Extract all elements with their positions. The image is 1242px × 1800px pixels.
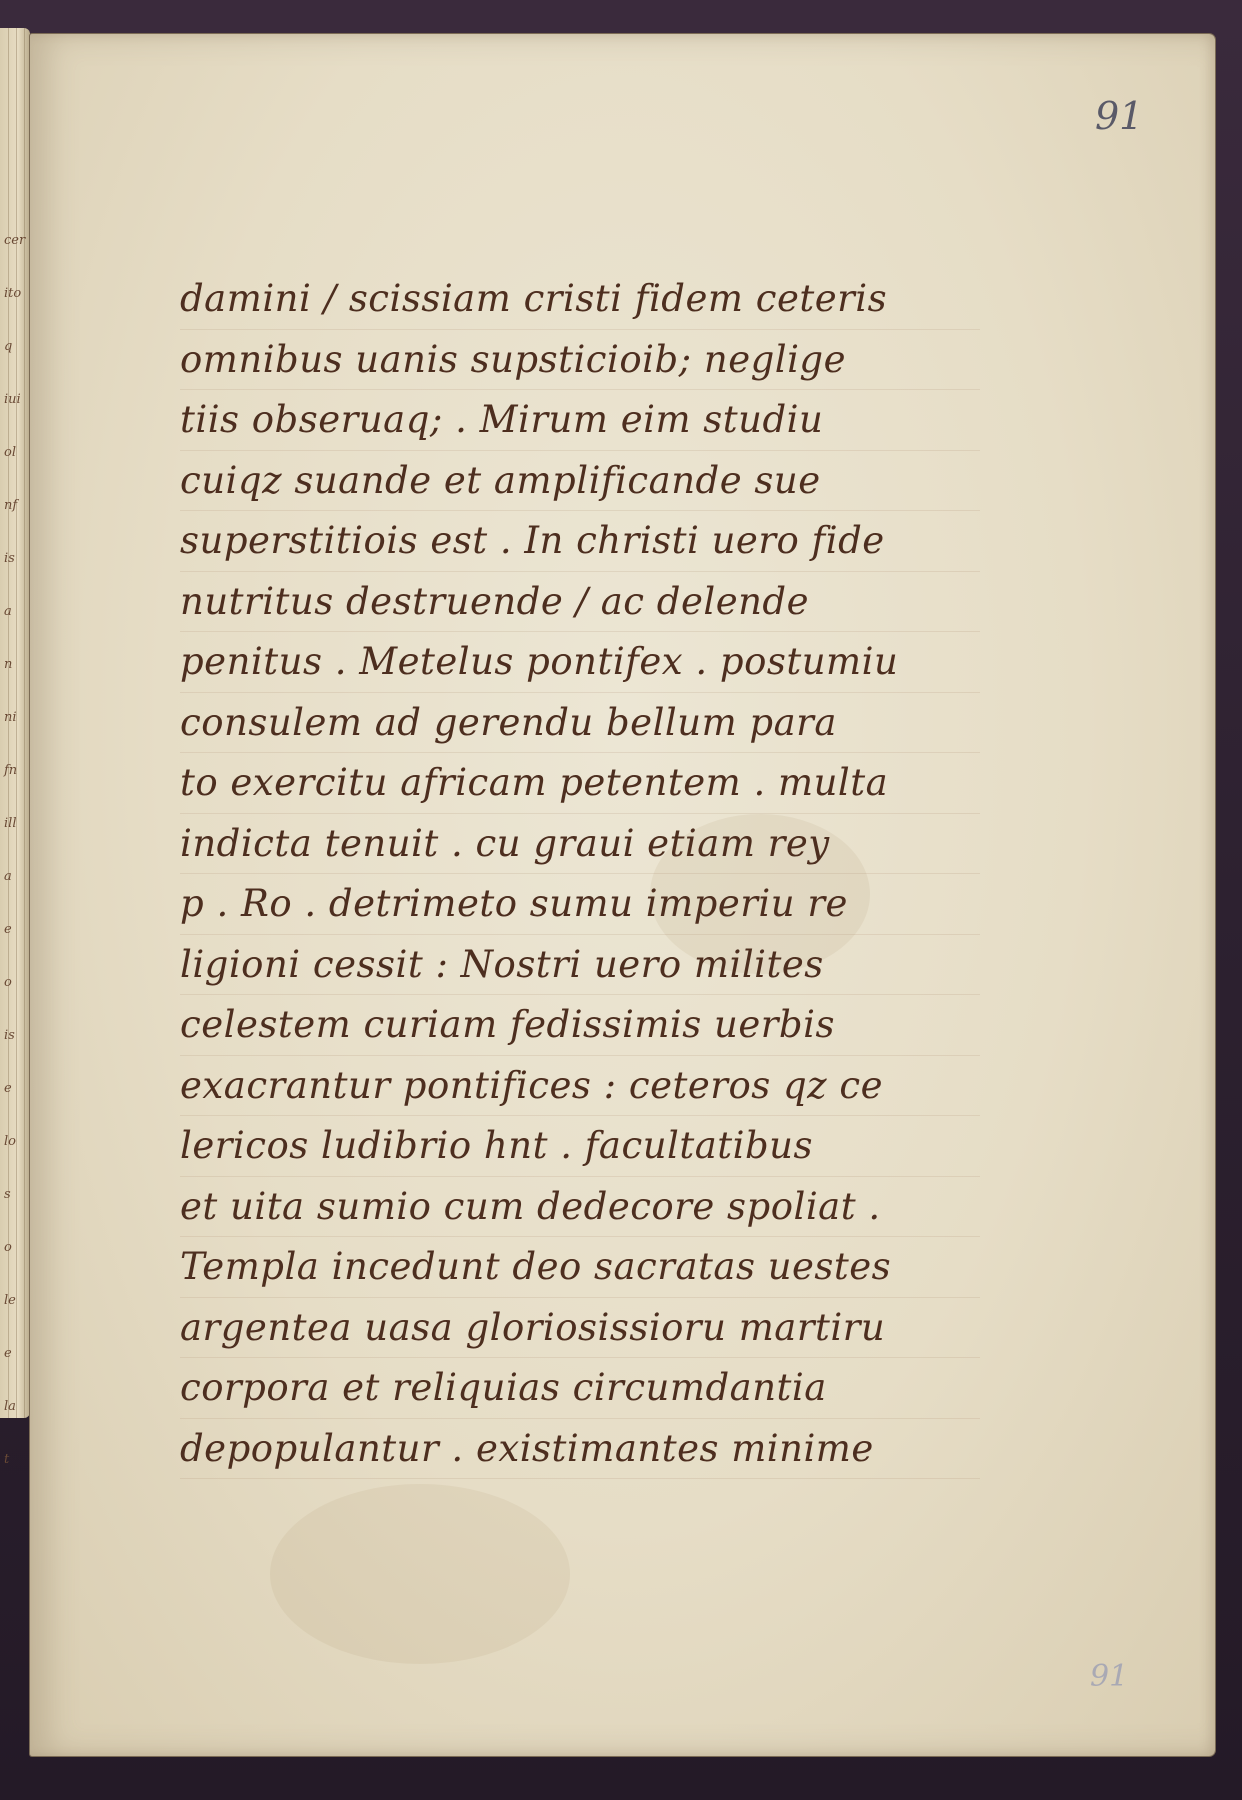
facing-page-fragment: s [4, 1187, 11, 1202]
manuscript-text [180, 269, 980, 1479]
facing-page-fragment: t [4, 1452, 10, 1467]
text-line: nutritus destruende / ac delende [180, 572, 980, 633]
text-line: to exercitu africam petentem . multa [180, 753, 980, 814]
text-line: depopulantur . existimantes minime [180, 1419, 980, 1480]
facing-page-fragment: fn [4, 763, 18, 778]
facing-page-fragment: is [4, 1028, 15, 1043]
folio-number: 91 [1095, 94, 1144, 138]
text-line: corpora et reliquias circumdantia [180, 1358, 980, 1419]
facing-page-fragment: a [4, 869, 12, 884]
facing-page-fragment: le [4, 1293, 16, 1308]
text-line: exacrantur pontifices : ceteros qz ce [180, 1056, 980, 1117]
facing-page-fragment: e [4, 922, 12, 937]
facing-page-fragment: lo [4, 1134, 16, 1149]
text-line: tiis obseruaq; . Mirum eim studiu [180, 390, 980, 451]
facing-page-fragment: la [4, 1399, 16, 1414]
text-line: omnibus uanis supsticioib; neglige [180, 330, 980, 391]
facing-page-fragment: a [4, 604, 12, 619]
text-line: et uita sumio cum dedecore spoliat . [180, 1177, 980, 1238]
text-line: argentea uasa gloriosissioru martiru [180, 1298, 980, 1359]
text-line: consulem ad gerendu bellum para [180, 693, 980, 754]
folio-number-bottom: 91 [1090, 1659, 1129, 1694]
facing-page-fragment: nf [4, 498, 18, 513]
facing-page-fragment: is [4, 551, 15, 566]
facing-page-fragment: e [4, 1346, 12, 1361]
manuscript-page [30, 34, 1215, 1756]
text-line: Templa incedunt deo sacratas uestes [180, 1237, 980, 1298]
text-line: ligioni cessit : Nostri uero milites [180, 935, 980, 996]
facing-page-fragment: ill [4, 816, 17, 831]
facing-page-fragment: ito [4, 286, 22, 301]
text-line: cuiqz suande et amplificande sue [180, 451, 980, 512]
text-line: lericos ludibrio hnt . facultatibus [180, 1116, 980, 1177]
paper-stain [270, 1484, 570, 1664]
text-line: superstitiois est . In christi uero fide [180, 511, 980, 572]
facing-page-fragment: iui [4, 392, 21, 407]
text-line: indicta tenuit . cu graui etiam rey [180, 814, 980, 875]
text-line: celestem curiam fedissimis uerbis [180, 995, 980, 1056]
facing-page-fragment: o [4, 1240, 12, 1255]
text-line: damini / scissiam cristi fidem ceteris [180, 269, 980, 330]
facing-page-fragment: ni [4, 710, 17, 725]
facing-page-fragment: cer [4, 233, 26, 248]
facing-page-fragment: ol [4, 445, 16, 460]
facing-page-fragment: n [4, 657, 13, 672]
facing-page-fragment: e [4, 1081, 12, 1096]
text-line: penitus . Metelus pontifex . postumiu [180, 632, 980, 693]
facing-page-fragment: q [4, 339, 13, 354]
facing-page-edge [0, 28, 30, 1467]
facing-page-fragment: o [4, 975, 12, 990]
text-line: p . Ro . detrimeto sumu imperiu re [180, 874, 980, 935]
